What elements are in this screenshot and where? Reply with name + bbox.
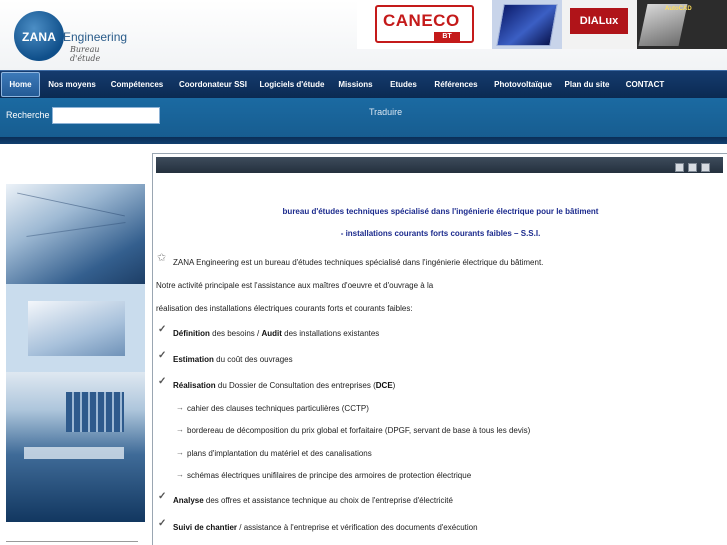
pdf-icon[interactable] bbox=[675, 163, 684, 172]
main-nav bbox=[0, 70, 727, 98]
office-desk bbox=[24, 447, 124, 459]
nav-photovoltaique[interactable]: Photovoltaïque bbox=[494, 80, 552, 89]
list-item-text: du Dossier de Consultation des entreprises ( bbox=[215, 381, 376, 390]
arrow-icon: → bbox=[176, 403, 184, 412]
nav-contact[interactable]: CONTACT bbox=[625, 80, 665, 89]
list-item bbox=[173, 329, 379, 338]
list-item-bold: DCE bbox=[375, 381, 393, 390]
intro-text: ZANA Engineering est un bureau d'études techniques spécialisé dans l'ingénierie électrique du bâtiment. bbox=[173, 258, 544, 267]
logo-suffix: Engineering bbox=[63, 30, 128, 44]
sub-list-item: cahier des clauses techniques particulières (CCTP) bbox=[187, 404, 369, 413]
blueprint-line bbox=[17, 193, 125, 217]
list-item bbox=[173, 523, 478, 532]
search-label: Recherche bbox=[6, 110, 50, 120]
dialux-label: DIALux bbox=[570, 8, 628, 34]
list-item bbox=[173, 381, 395, 390]
plan-drawing-photo bbox=[28, 301, 125, 356]
caneco-sub-label: BT bbox=[434, 32, 460, 42]
sidebar-divider bbox=[6, 541, 138, 542]
arrow-icon: → bbox=[176, 448, 184, 457]
arrow-icon: → bbox=[176, 470, 184, 479]
caneco-label: CANECO bbox=[383, 11, 460, 30]
left-sidebar bbox=[0, 144, 152, 545]
nav-nos-moyens[interactable]: Nos moyens bbox=[48, 80, 96, 89]
nav-missions[interactable]: Missions bbox=[338, 80, 373, 89]
office-photo bbox=[6, 372, 145, 522]
nav-etudes[interactable]: Etudes bbox=[390, 80, 417, 89]
list-item-bold: Suivi de chantier bbox=[173, 523, 238, 532]
banner-autocad bbox=[637, 0, 727, 49]
list-item-bold: Analyse bbox=[173, 496, 204, 505]
list-item-text: des besoins / bbox=[209, 329, 262, 338]
check-icon: ✓ bbox=[158, 350, 167, 361]
print-icon[interactable] bbox=[688, 163, 697, 172]
search-bar bbox=[0, 98, 727, 140]
list-item-bold: Audit bbox=[261, 329, 282, 338]
article-heading-2: - installations courants forts courants faibles – S.S.I. bbox=[340, 229, 541, 238]
search-input[interactable] bbox=[52, 107, 160, 124]
nav-plan-du-site[interactable]: Plan du site bbox=[564, 80, 610, 89]
email-icon[interactable] bbox=[701, 163, 710, 172]
sub-list-item: plans d'implantation du matériel et des canalisations bbox=[187, 449, 372, 458]
check-icon: ✓ bbox=[158, 491, 167, 502]
blueprint-line bbox=[26, 222, 125, 237]
activity-line-1: Notre activité principale est l'assistance aux maîtres d'oeuvre et d'ouvrage à la bbox=[156, 281, 434, 290]
autocad-label: AutoCAD bbox=[665, 6, 692, 12]
list-item-text: / assistance à l'entreprise et vérification des documents d'exécution bbox=[237, 523, 478, 532]
nav-home[interactable]: Home bbox=[1, 72, 40, 97]
check-icon: ✓ bbox=[158, 518, 167, 529]
arrow-icon: → bbox=[176, 425, 184, 434]
star-icon: ✩ bbox=[157, 252, 167, 264]
nav-references[interactable]: Références bbox=[434, 80, 478, 89]
logo-name: ZANA bbox=[22, 30, 57, 44]
nav-competences[interactable]: Compétences bbox=[110, 80, 164, 89]
banner-caneco bbox=[357, 0, 492, 49]
article-toolbar bbox=[156, 157, 723, 173]
photo-strip bbox=[6, 184, 145, 522]
banner-solar-panel bbox=[492, 0, 562, 49]
software-banner bbox=[357, 0, 727, 49]
list-item bbox=[173, 496, 453, 505]
list-item-bold: Réalisation bbox=[173, 381, 216, 390]
list-item-text: des offres et assistance technique au choix de l'entreprise d'électricité bbox=[203, 496, 453, 505]
list-item-text: du coût des ouvrages bbox=[213, 355, 293, 364]
caneco-logo bbox=[375, 5, 474, 43]
check-icon: ✓ bbox=[158, 324, 167, 335]
translate-link[interactable]: Traduire bbox=[369, 107, 403, 117]
list-item-bold: Définition bbox=[173, 329, 210, 338]
sub-list-item: bordereau de décomposition du prix global et forfaitaire (DPGF, servant de base à tous les devis) bbox=[187, 426, 531, 435]
main-content bbox=[152, 153, 727, 545]
blueprint-photo bbox=[6, 184, 145, 284]
office-shelf bbox=[66, 392, 124, 432]
logo-tagline: Bureau d'étude bbox=[70, 45, 101, 63]
logo[interactable] bbox=[14, 11, 128, 63]
activity-line-2: réalisation des installations électriques courants forts et courants faibles: bbox=[156, 304, 413, 313]
solar-panel-image bbox=[496, 4, 557, 46]
nav-logiciels-etude[interactable]: Logiciels d'étude bbox=[259, 80, 325, 89]
header bbox=[0, 0, 727, 70]
list-item bbox=[173, 355, 293, 364]
list-item-bold: Estimation bbox=[173, 355, 214, 364]
list-item-text: ) bbox=[392, 381, 396, 390]
sub-list-item: schémas électriques unifilaires de principe des armoires de protection électrique bbox=[187, 471, 472, 480]
banner-dialux bbox=[562, 0, 637, 49]
list-item-text: des installations existantes bbox=[281, 329, 380, 338]
article-heading-1: bureau d'études techniques spécialisé dans l'ingénierie électrique pour le bâtiment bbox=[282, 207, 599, 216]
nav-coordonateur-ssi[interactable]: Coordonateur SSI bbox=[178, 80, 247, 89]
header-divider bbox=[0, 137, 727, 144]
check-icon: ✓ bbox=[158, 376, 167, 387]
